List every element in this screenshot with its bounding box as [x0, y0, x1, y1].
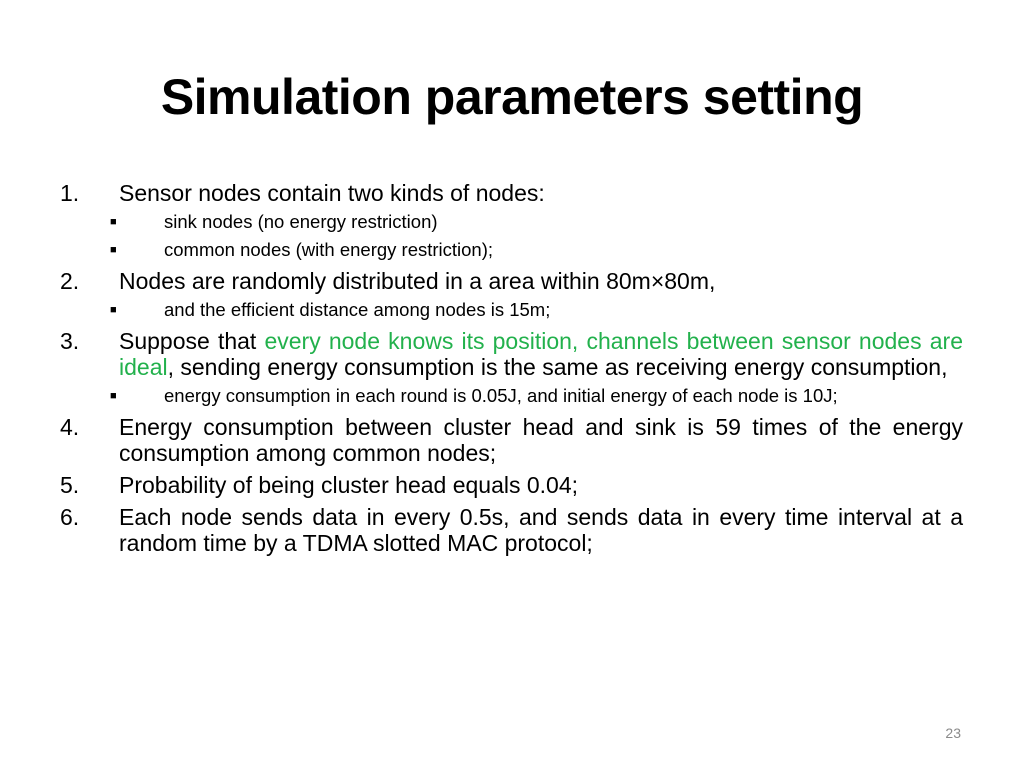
sub-item-text: and the efficient distance among nodes is 15m; [164, 299, 551, 320]
item-text-after: , sending energy consumption is the same as receiving energy consumption, [167, 354, 948, 380]
square-bullet-icon: ■ [110, 216, 117, 228]
item-text: Energy consumption between cluster head and sink is 59 times of the energy consumption among common nodes; [119, 414, 963, 466]
item-text: Each node sends data in every 0.5s, and sends data in every time interval at a random time by a TDMA slotted MAC protocol; [119, 504, 963, 556]
sub-item [60, 298, 963, 322]
sub-item-text: common nodes (with energy restriction); [164, 239, 494, 260]
square-bullet-icon: ■ [110, 244, 117, 256]
page-number: 23 [945, 725, 961, 741]
sub-item-text: energy consumption in each round is 0.05J, and initial energy of each node is 10J; [164, 385, 838, 406]
item-number: 6. [60, 504, 80, 530]
item-text-before: Suppose that [119, 328, 265, 354]
highlighted-text: every node knows its position, channels between sensor nodes are ideal [119, 328, 963, 380]
sub-item [60, 210, 963, 234]
item-number: 2. [60, 268, 80, 294]
list-item-3 [60, 328, 963, 380]
item-number: 5. [60, 472, 80, 498]
sub-item-text: sink nodes (no energy restriction) [164, 211, 438, 232]
square-bullet-icon: ■ [110, 304, 117, 316]
item-number: 4. [60, 414, 80, 440]
content-list [60, 180, 963, 556]
list-item-1 [60, 180, 963, 206]
list-item-2 [60, 268, 963, 294]
list-item-4 [60, 414, 963, 466]
sub-item [60, 238, 963, 262]
slide-title: Simulation parameters setting [160, 69, 864, 125]
item-number: 3. [60, 328, 80, 354]
item-text: Sensor nodes contain two kinds of nodes: [119, 180, 545, 206]
square-bullet-icon: ■ [110, 390, 117, 402]
item-number: 1. [60, 180, 80, 206]
item-text: Nodes are randomly distributed in a area within 80m×80m, [119, 268, 716, 294]
sub-item [60, 384, 963, 408]
list-item-5 [60, 472, 963, 498]
list-item-6 [60, 504, 963, 556]
item-text: Probability of being cluster head equals 0.04; [119, 472, 579, 498]
